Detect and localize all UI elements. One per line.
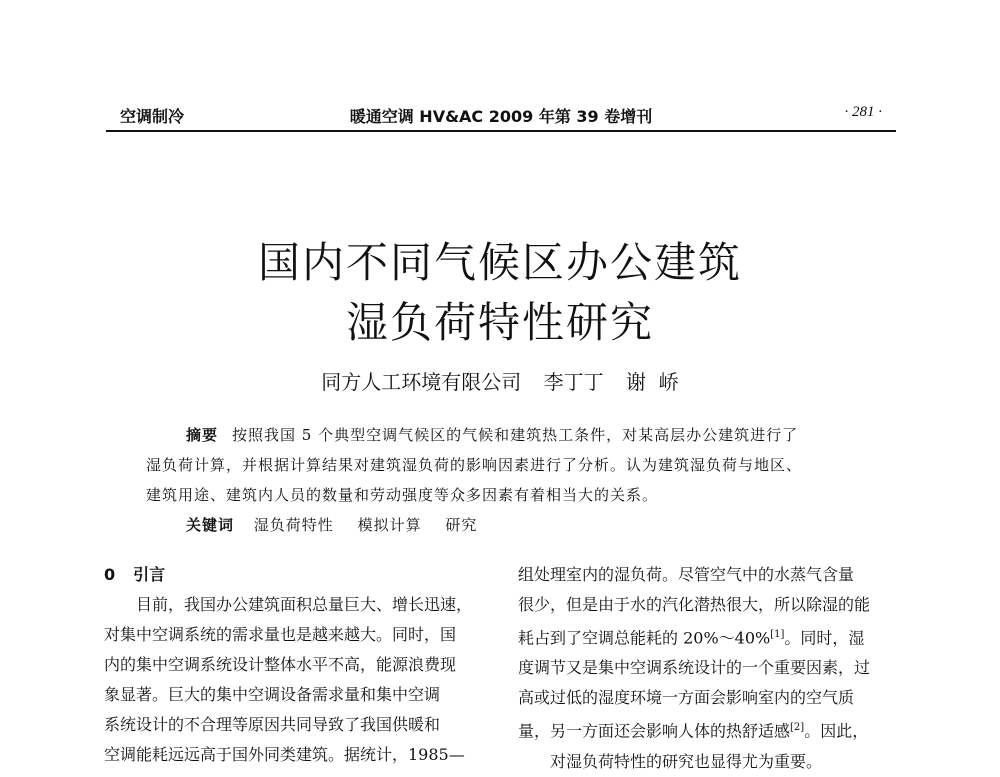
body-column-left xyxy=(104,560,484,770)
author-name: 李丁丁 xyxy=(543,370,604,394)
body-text-line: 空调能耗远远高于国外同类建筑。据统计，1985— xyxy=(104,745,465,764)
section-title: 引言 xyxy=(133,565,166,584)
body-text-line: 对湿负荷特性的研究也显得尤为重要。 xyxy=(550,751,823,771)
header-section-label: 空调制冷 xyxy=(120,107,185,126)
abstract-label: 摘要 xyxy=(186,426,219,444)
author-name: 谢 峤 xyxy=(626,370,679,394)
body-text-line: 组处理室内的湿负荷。尽管空气中的水蒸气含量 xyxy=(518,565,855,584)
body-text-line: 对集中空调系统的需求量也是越来越大。同时，国 xyxy=(104,625,457,644)
body-text-line: 高或过低的湿度环境一方面会影响室内的空气质 xyxy=(518,688,855,708)
citation-ref: [2] xyxy=(790,722,805,734)
body-text-line: 很少，但是由于水的汽化潜热很大，所以除湿的能 xyxy=(518,595,871,614)
keywords-label: 关键词 xyxy=(186,516,235,534)
abstract-line: 湿负荷计算，并根据计算结果对建筑湿负荷的影响因素进行了分析。认为建筑湿负荷与地区、 xyxy=(146,456,803,474)
body-text-line: 内的集中空调系统设计整体水平不高，能源浪费现 xyxy=(104,655,457,674)
running-header xyxy=(106,104,896,132)
body-column-right xyxy=(518,560,898,777)
citation-ref: [1] xyxy=(770,629,785,640)
keyword: 研究 xyxy=(445,516,478,534)
author-line xyxy=(0,366,1000,395)
body-text: 。同时，湿 xyxy=(784,628,865,648)
keyword: 湿负荷特性 xyxy=(253,516,334,534)
paper-title-line-2: 湿负荷特性研究 xyxy=(345,298,654,347)
body-text-line: 目前，我国办公建筑面积总量巨大、增长迅速， xyxy=(136,595,473,614)
abstract-line: 建筑用途、建筑内人员的数量和劳动强度等众多因素有着相当大的关系。 xyxy=(146,486,659,504)
body-text: 量，另一方面还会影响人体的热舒适感 xyxy=(518,721,791,741)
body-text-line xyxy=(518,713,898,746)
abstract-line xyxy=(146,420,856,450)
body-text: 耗占到了空调总能耗的 20%～40% xyxy=(518,628,771,648)
body-text-line: 度调节又是集中空调系统设计的一个重要因素，过 xyxy=(518,658,871,678)
keywords-line xyxy=(146,510,856,540)
header-page-number: · 281 · xyxy=(844,104,882,120)
keyword: 模拟计算 xyxy=(357,516,422,534)
body-text-line xyxy=(518,620,898,653)
section-heading xyxy=(104,560,484,590)
header-journal-title: 暖通空调 HV&AC 2009 年第 39 卷增刊 xyxy=(349,107,653,126)
body-text-line: 系统设计的不合理等原因共同导致了我国供暖和 xyxy=(104,715,441,734)
paper-title-line-1: 国内不同气候区办公建筑 xyxy=(257,238,742,287)
section-number: 0 xyxy=(104,565,116,584)
body-text: 。因此， xyxy=(804,721,869,741)
body-text-line: 象显著。巨大的集中空调设备需求量和集中空调 xyxy=(104,685,441,704)
abstract-text: 按照我国 5 个典型空调气候区的气候和建筑热工条件，对某高层办公建筑进行了 xyxy=(232,426,799,444)
affiliation: 同方人工环境有限公司 xyxy=(321,370,522,394)
